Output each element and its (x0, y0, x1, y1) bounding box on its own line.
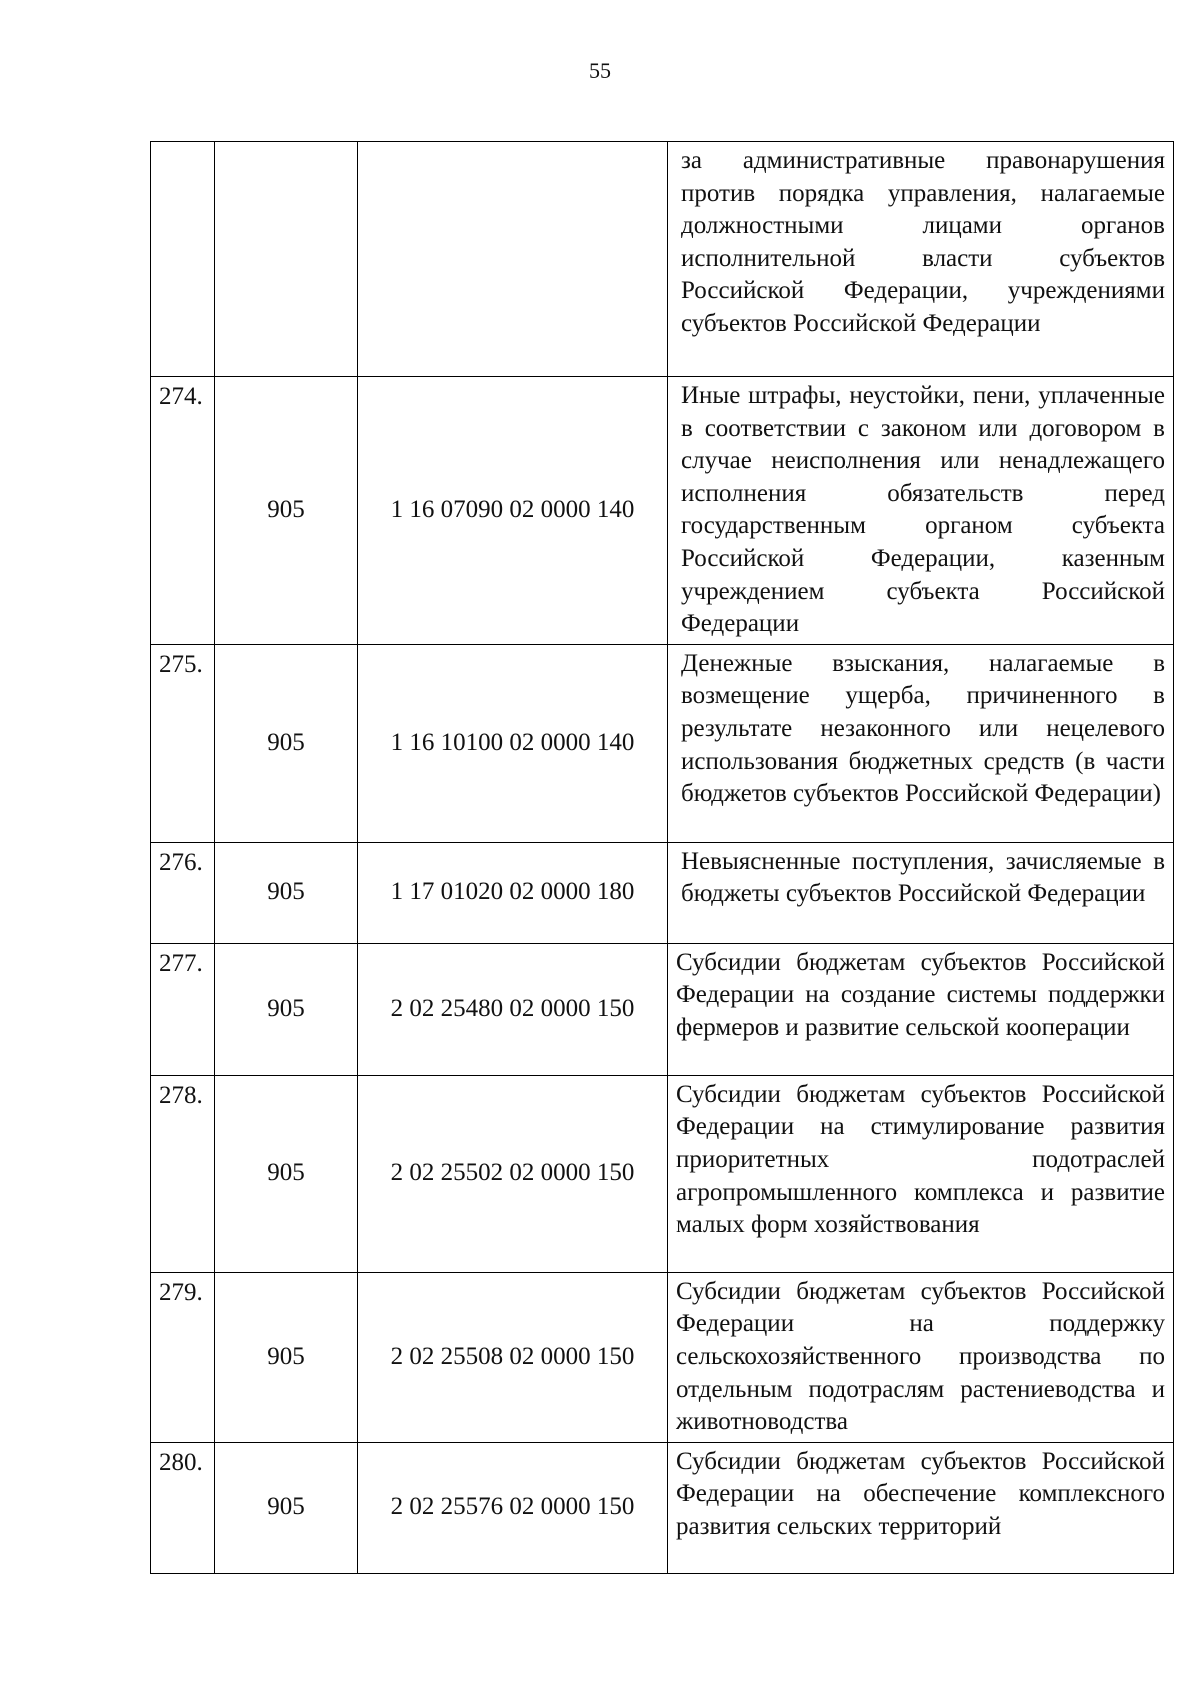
income-description: Денежные взыскания, налагаемые в возмещение ущерба, причиненного в результате незаконного или нецелевого использования бюджетных средств (в части бюджетов субъектов Российской Федерации) (668, 644, 1174, 842)
admin-code: 905 (215, 842, 358, 943)
income-description: за административные правонарушения против порядка управления, налагаемые должностными лицами органов исполнительной власти субъектов Российской Федерации, учреждениями субъектов Российской Федерации (668, 142, 1174, 377)
row-number: 274. (151, 377, 215, 645)
row-number: 276. (151, 842, 215, 943)
admin-code: 905 (215, 1272, 358, 1442)
row-number: 275. (151, 644, 215, 842)
row-number: 280. (151, 1442, 215, 1573)
income-description: Невыясненные поступления, зачисляемые в бюджеты субъектов Российской Федерации (668, 842, 1174, 943)
row-number (151, 142, 215, 377)
income-code: 1 16 07090 02 0000 140 (358, 377, 668, 645)
income-code (358, 142, 668, 377)
table-row (151, 1442, 1174, 1573)
income-description: Субсидии бюджетам субъектов Российской Федерации на обеспечение комплексного развития сельских территорий (668, 1442, 1174, 1573)
admin-code: 905 (215, 1075, 358, 1272)
income-description: Субсидии бюджетам субъектов Российской Федерации на создание системы поддержки фермеров и развитие сельской кооперации (668, 943, 1174, 1075)
row-number: 279. (151, 1272, 215, 1442)
admin-code: 905 (215, 644, 358, 842)
row-number: 278. (151, 1075, 215, 1272)
page-number: 55 (589, 58, 611, 83)
income-code: 2 02 25480 02 0000 150 (358, 943, 668, 1075)
table-row (151, 943, 1174, 1075)
admin-code (215, 142, 358, 377)
table-row (151, 842, 1174, 943)
budget-income-table (150, 141, 1174, 1574)
income-description: Иные штрафы, неустойки, пени, уплаченные в соответствии с законом или договором в случае неисполнения или ненадлежащего исполнения обязательств перед государственным органом субъекта Российской Федерации, казенным учреждением субъекта Российской Федерации (668, 377, 1174, 645)
income-code: 2 02 25502 02 0000 150 (358, 1075, 668, 1272)
income-code: 1 16 10100 02 0000 140 (358, 644, 668, 842)
table-row (151, 1075, 1174, 1272)
table-row (151, 377, 1174, 645)
admin-code: 905 (215, 377, 358, 645)
table-row (151, 1272, 1174, 1442)
admin-code: 905 (215, 943, 358, 1075)
income-code: 2 02 25508 02 0000 150 (358, 1272, 668, 1442)
row-number: 277. (151, 943, 215, 1075)
table-row (151, 142, 1174, 377)
income-description: Субсидии бюджетам субъектов Российской Федерации на стимулирование развития приоритетных подотраслей агропромышленного комплекса и развитие малых форм хозяйствования (668, 1075, 1174, 1272)
admin-code: 905 (215, 1442, 358, 1573)
income-code: 1 17 01020 02 0000 180 (358, 842, 668, 943)
income-code: 2 02 25576 02 0000 150 (358, 1442, 668, 1573)
income-description: Субсидии бюджетам субъектов Российской Федерации на поддержку сельскохозяйственного производства по отдельным подотраслям растениеводства и животноводства (668, 1272, 1174, 1442)
table-row (151, 644, 1174, 842)
